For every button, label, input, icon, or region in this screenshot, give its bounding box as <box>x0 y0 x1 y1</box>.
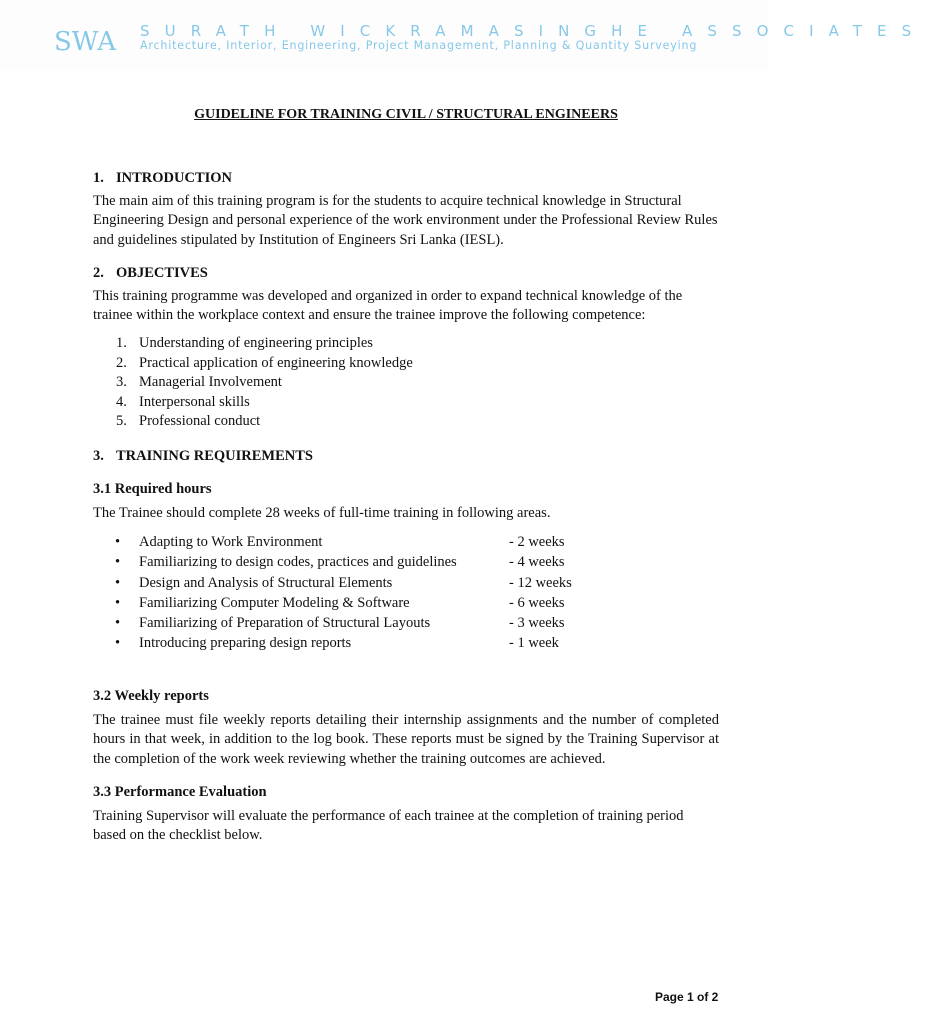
introduction-paragraph: The main aim of this training program is for the students to acquire technical knowledge in Structural Engineering Design and personal experience of the work environment under the Professional Review Rules and guidelines stipulated by Institution of Engineers Sri Lanka (IESL). <box>93 193 718 248</box>
logo-text: SWA <box>54 27 117 57</box>
list-item: 4. Interpersonal skills <box>116 393 250 410</box>
objectives-heading-text: OBJECTIVES <box>116 265 208 281</box>
required-hours-heading: 3.1 Required hours <box>93 481 212 497</box>
page-number: Page 1 of 2 <box>655 990 719 1004</box>
training-requirements-heading <box>93 448 313 465</box>
company-name: SURATH WICKRAMASINGHE ASSOCIATES <box>140 22 926 40</box>
weekly-reports-heading: 3.2 Weekly reports <box>93 688 209 704</box>
required-hours-paragraph: The Trainee should complete 28 weeks of full-time training in following areas. <box>93 505 551 521</box>
training-requirements-heading-text: TRAINING REQUIREMENTS <box>116 448 313 464</box>
company-logo <box>54 26 128 57</box>
weekly-reports-paragraph: The trainee must file weekly reports detailing their internship assignments and the number of completed hours in that week, in addition to the log book. These reports must be signed by the Training Supervisor at the completion of the work week reviewing whether the training outcomes are achieved. <box>93 712 719 767</box>
introduction-heading-text: INTRODUCTION <box>116 170 233 186</box>
performance-evaluation-paragraph: Training Supervisor will evaluate the performance of each trainee at the completion of training period based on the checklist below. <box>93 808 684 844</box>
company-services: Architecture, Interior, Engineering, Project Management, Planning & Quantity Surveying <box>140 39 698 52</box>
list-item: 1. Understanding of engineering principles <box>116 335 373 351</box>
list-item: 3. Managerial Involvement <box>116 374 282 391</box>
performance-evaluation-heading: 3.3 Performance Evaluation <box>93 784 267 800</box>
letterhead <box>0 0 926 70</box>
introduction-heading <box>93 170 232 187</box>
list-item: 2. Practical application of engineering knowledge <box>116 354 413 371</box>
objectives-number: 2. <box>93 265 104 281</box>
introduction-number: 1. <box>93 170 104 186</box>
objectives-paragraph: This training programme was developed and organized in order to expand technical knowledge of the trainee within the workplace context and ensure the trainee improve the following competence: <box>93 288 683 324</box>
competence-list <box>116 334 413 432</box>
list-item: 5. Professional conduct <box>116 413 261 430</box>
objectives-heading <box>93 265 208 282</box>
training-requirements-number: 3. <box>93 448 104 464</box>
document-title: GUIDELINE FOR TRAINING CIVIL / STRUCTURAL ENGINEERS <box>194 107 618 122</box>
